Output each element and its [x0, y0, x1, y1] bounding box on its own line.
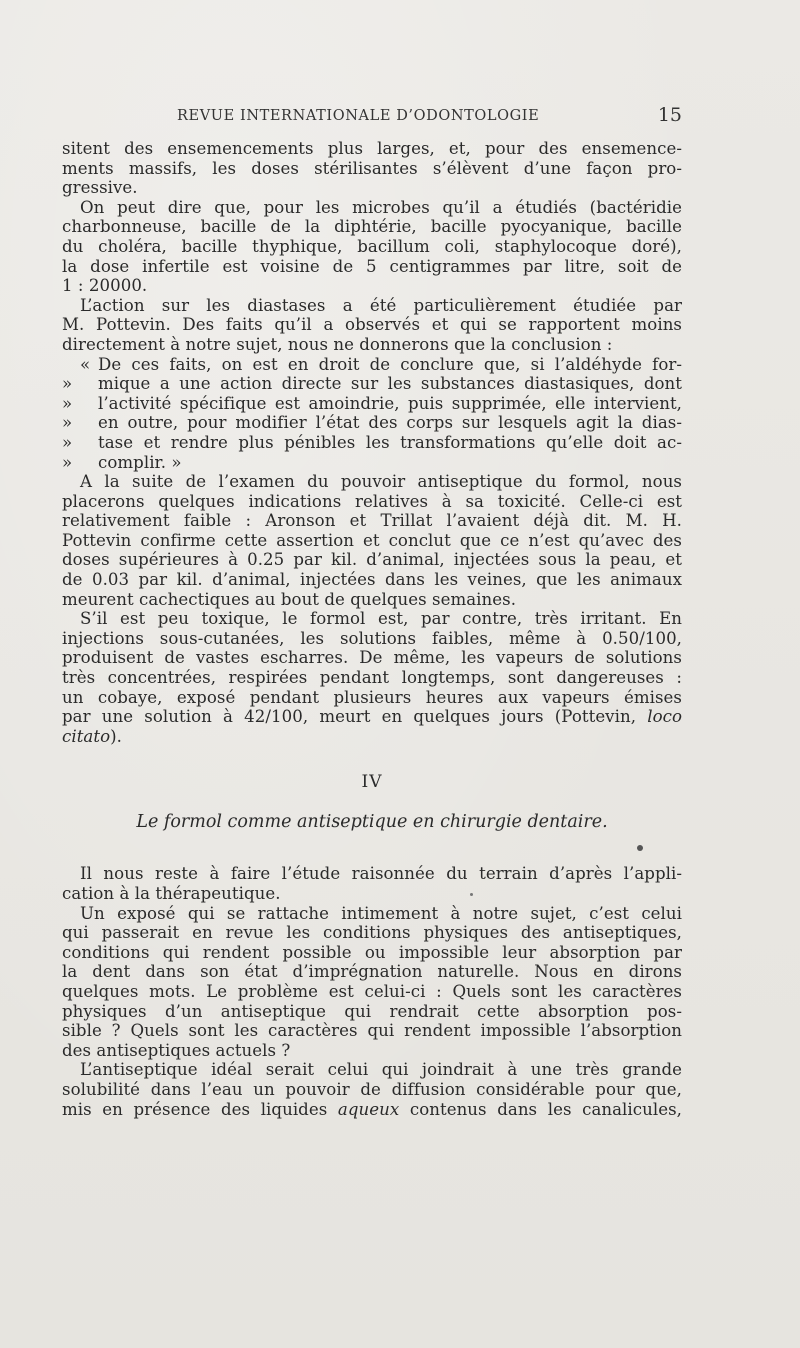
- quote-line: [62, 453, 682, 473]
- citation-end: ).: [110, 726, 122, 746]
- paragraph: [62, 904, 682, 1061]
- ink-speck: [637, 845, 643, 851]
- quote-mark: »: [62, 413, 73, 433]
- quote-text: en outre, pour modifier l’état des corps sur lesquels agit la dias-: [98, 413, 682, 433]
- quote-text: tase et rendre plus pénibles les transformations qu’elle doit ac-: [98, 432, 682, 452]
- quotation: [62, 355, 682, 473]
- text-line: des antiseptiques actuels ?: [62, 1040, 291, 1060]
- page-number: 15: [657, 104, 682, 126]
- quote-text: De ces faits, on est en droit de conclure que, si l’aldéhyde for-: [98, 354, 682, 374]
- quote-mark: »: [62, 393, 73, 413]
- paragraph: [62, 864, 682, 903]
- text-line: physiques d’un antiseptique qui rendrait cette absorption pos-: [62, 1001, 682, 1021]
- quote-line: [62, 394, 682, 414]
- text-line: On peut dire que, pour les microbes qu’il a étudiés (bactéridie: [80, 197, 682, 217]
- text-line: cation à la thérapeutique.: [62, 884, 281, 903]
- quote-line: [80, 355, 682, 375]
- text-line: produisent de vastes escharres. De même, les vapeurs de solutions: [62, 648, 682, 668]
- quote-text-end: complir.: [98, 452, 167, 472]
- text-line: doses supérieures à 0.25 par kil. d’animal, injectées sous la peau, et: [62, 550, 682, 570]
- text-line: Un exposé qui se rattache intimement à notre sujet, c’est celui: [80, 903, 682, 923]
- text-line: L’action sur les diastases a été particulièrement étudiée par: [80, 295, 682, 315]
- text-run: par une solution à 42/100, meurt en quelques jours (Pottevin,: [62, 707, 637, 727]
- text-line: solubilité dans l’eau un pouvoir de diffusion considérable pour que,: [62, 1079, 682, 1099]
- spacer: [62, 844, 682, 864]
- running-title: REVUE INTERNATIONALE D’ODONTOLOGIE: [177, 108, 540, 124]
- quote-close-mark: »: [171, 452, 182, 472]
- text-line: A la suite de l’examen du pouvoir antiseptique du formol, nous: [80, 472, 682, 492]
- text-line: qui passerait en revue les conditions physiques des antiseptiques,: [62, 923, 682, 943]
- quote-text: mique a une action directe sur les substances diastasiques, dont: [98, 374, 682, 394]
- text-line: de 0.03 par kil. d’animal, injectées dans les veines, que les animaux: [62, 570, 682, 590]
- text-line: quelques mots. Le problème est celui-ci : Quels sont les caractères: [62, 981, 682, 1001]
- citation-citato: citato: [62, 726, 111, 746]
- text-line: gressive.: [62, 178, 138, 198]
- text-line: sible ? Quels sont les caractères qui rendent impossible l’absorption: [62, 1021, 682, 1041]
- paragraph: [62, 296, 682, 355]
- paragraph: [62, 609, 682, 746]
- citation-loco: loco: [647, 707, 682, 727]
- section-number: IV: [361, 772, 383, 793]
- italic-word: aqueux: [337, 1099, 400, 1119]
- quote-line: [62, 374, 682, 394]
- text-line: la dose infertile est voisine de 5 centigrammes par litre, soit de: [62, 256, 682, 276]
- text-line: L’antiseptique idéal serait celui qui joindrait à une très grande: [80, 1060, 682, 1080]
- section-title: Le formol comme antiseptique en chirurgie dentaire.: [136, 812, 608, 833]
- text-line: relativement faible : Aronson et Trillat l’avaient déjà dit. M. H.: [62, 511, 682, 531]
- text-line: meurent cachectiques au bout de quelques semaines.: [62, 589, 517, 609]
- quote-text: l’activité spécifique est amoindrie, puis supprimée, elle intervient,: [98, 393, 682, 413]
- text-line: S’il est peu toxique, le formol est, par contre, très irritant. En: [80, 609, 682, 629]
- text-line: [62, 1100, 682, 1120]
- quote-mark: »: [62, 374, 73, 394]
- running-head: [62, 104, 682, 132]
- text-run: contenus dans les canalicules,: [409, 1099, 682, 1119]
- text-line: Il nous reste à faire l’étude raisonnée du terrain d’après l’appli-: [80, 864, 682, 884]
- text-line: placerons quelques indications relatives à sa toxicité. Celle-ci est: [62, 491, 682, 511]
- text-line: ments massifs, les doses stérilisantes s’élèvent d’une façon pro-: [62, 158, 682, 178]
- text-line: conditions qui rendent possible ou impossible leur absorption par: [62, 942, 682, 962]
- quote-text: [80, 453, 682, 473]
- text-line: Pottevin confirme cette assertion et conclut que ce n’est qu’avec des: [62, 530, 682, 550]
- text-line: la dent dans son état d’imprégnation naturelle. Nous en dirons: [62, 962, 682, 982]
- text-line: sitent des ensemencements plus larges, et, pour des ensemence-: [62, 139, 682, 158]
- paragraph: [62, 1060, 682, 1119]
- text-line: M. Pottevin. Des faits qu’il a observés et qui se rapportent moins: [62, 315, 682, 335]
- text-line: [62, 727, 682, 747]
- quote-mark: »: [62, 432, 73, 452]
- text-line: directement à notre sujet, nous ne donnerons que la conclusion :: [62, 334, 613, 354]
- text-line: charbonneuse, bacille de la diphtérie, bacille pyocyanique, bacille: [62, 217, 682, 237]
- quote-line: [62, 413, 682, 433]
- text-line: 1 : 20000.: [62, 276, 148, 296]
- paragraph: [62, 198, 682, 296]
- text-line: très concentrées, respirées pendant longtemps, sont dangereuses :: [62, 668, 682, 688]
- quote-mark: «: [80, 354, 91, 374]
- paragraph: [62, 139, 682, 198]
- text-line: du choléra, bacille thyphique, bacillum coli, staphylocoque doré),: [62, 236, 682, 256]
- text-line: [62, 707, 682, 727]
- section-heading: [62, 746, 682, 844]
- quote-mark: »: [62, 452, 73, 472]
- quote-line: [62, 433, 682, 453]
- body-text: [62, 139, 682, 1119]
- paragraph: [62, 472, 682, 609]
- text-line: un cobaye, exposé pendant plusieurs heures aux vapeurs émises: [62, 687, 682, 707]
- text-line: injections sous-cutanées, les solutions faibles, même à 0.50/100,: [62, 628, 682, 648]
- text-run: mis en présence des liquides: [62, 1099, 328, 1119]
